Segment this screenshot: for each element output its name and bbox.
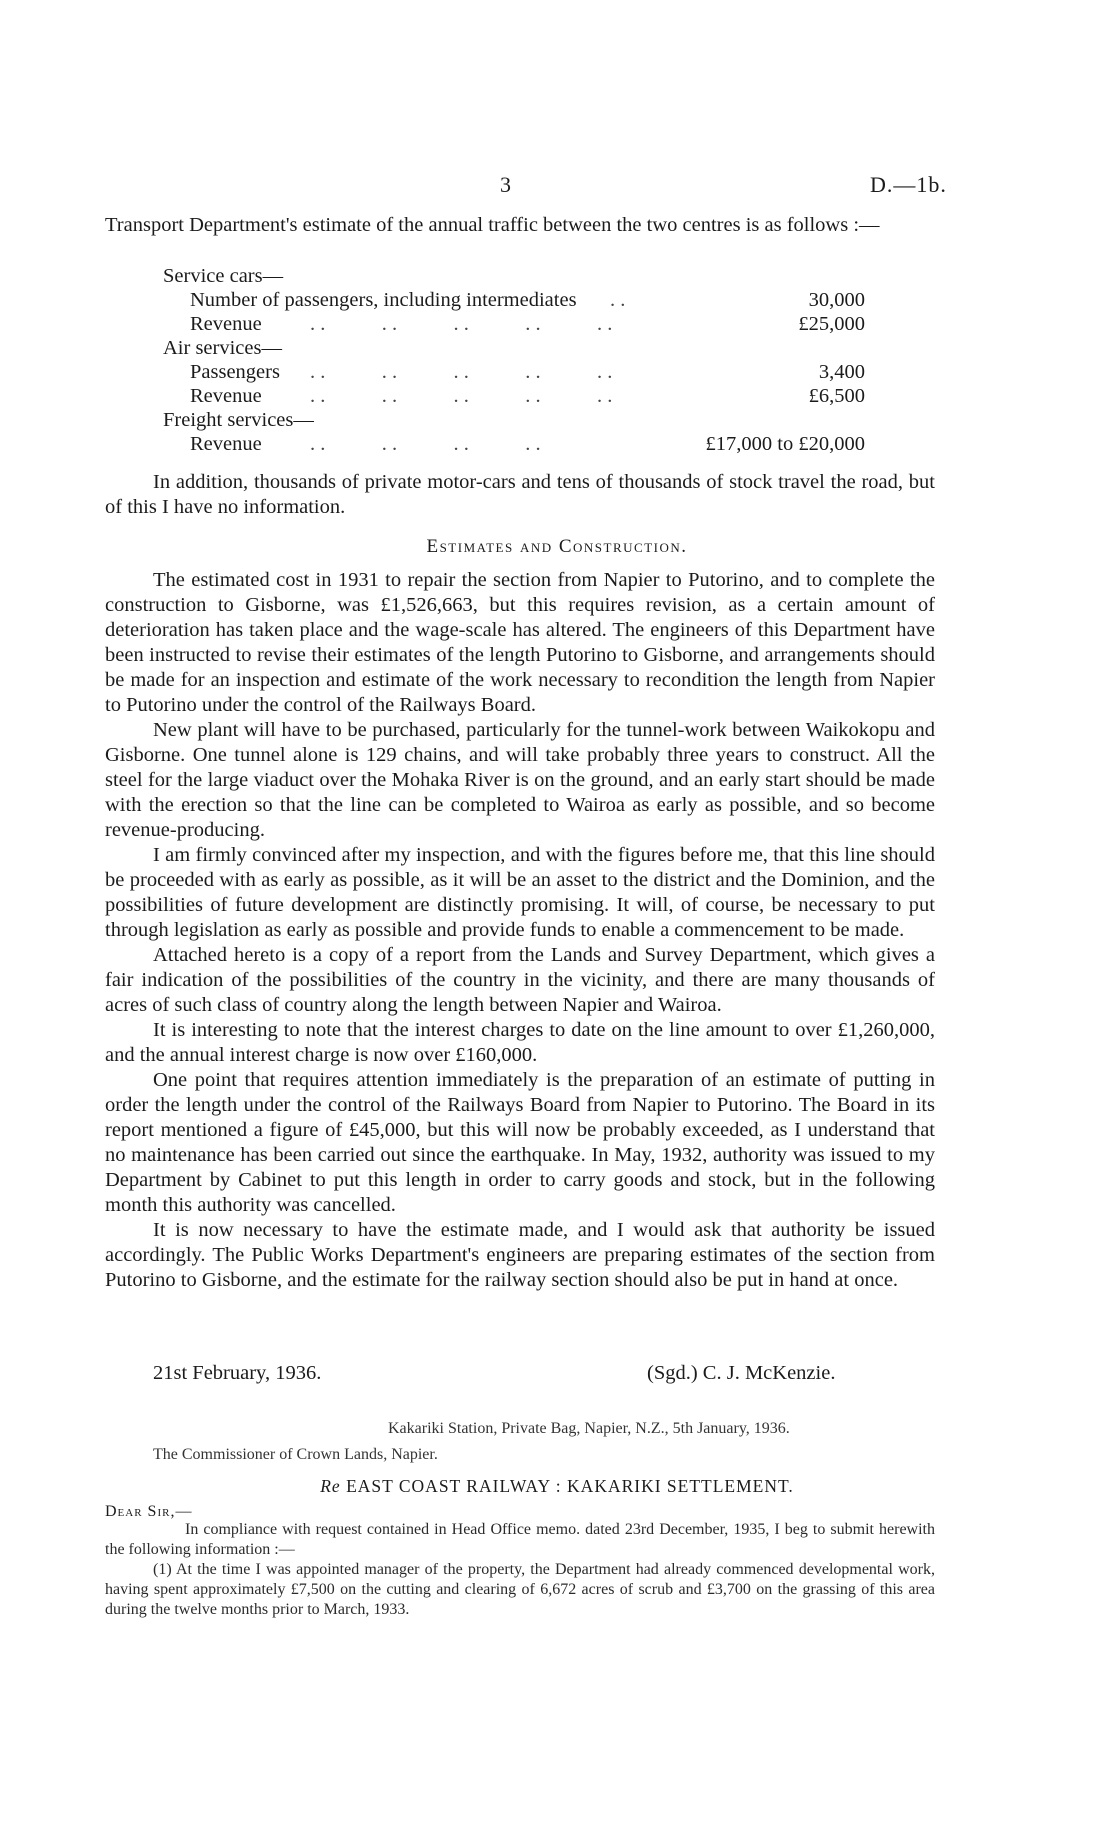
paragraph: It is now necessary to have the estimate made, and I would ask that authority be issued accordingly. The Public Works Department's engineers are preparing estimates of the section from Putorino to Gisborne, and the estimate for the railway section should also be put in hand at once. — [105, 1219, 935, 1291]
traffic-row — [105, 312, 865, 336]
traffic-row — [105, 408, 865, 432]
letter-address: Kakariki Station, Private Bag, Napier, N.Z., 5th January, 1936. — [388, 1420, 790, 1437]
traffic-row — [105, 360, 865, 384]
leader-dots: . . . . . . . . — [310, 433, 541, 455]
leader-dots: . . — [610, 289, 626, 311]
signature-name: (Sgd.) C. J. McKenzie. — [647, 1362, 836, 1384]
traffic-value: £6,500 — [808, 385, 865, 407]
traffic-value: 3,400 — [818, 361, 865, 383]
section-heading-text: Estimates and Construction. — [426, 536, 688, 557]
traffic-category: Freight services— — [163, 409, 314, 431]
letter-subject — [0, 1476, 1114, 1497]
signature-date: 21st February, 1936. — [153, 1362, 322, 1384]
traffic-category: Air services— — [163, 337, 282, 359]
leader-dots: . . . . . . . . . . — [310, 385, 613, 407]
intro-paragraph: Transport Department's estimate of the annual traffic between the two centres is as follows :— — [105, 214, 880, 236]
traffic-row — [105, 288, 865, 312]
paragraph: New plant will have to be purchased, particularly for the tunnel-work between Waikokopu and Gisborne. One tunnel alone is 129 chains, and will take probably three years to construct. All the steel for the large viaduct over the Mohaka River is on the ground, and an early start should be made with the erection so that the line can be completed to Wairoa as early as possible, and so become revenue-producing. — [105, 719, 935, 841]
letter-paragraph: In compliance with request contained in Head Office memo. dated 23rd December, 1935, I beg to submit herewith the following information :— — [105, 1521, 935, 1558]
section-heading — [0, 536, 1114, 558]
letter-subject-title: EAST COAST RAILWAY : KAKARIKI SETTLEMENT. — [346, 1476, 794, 1496]
letter-subject-prefix: Re — [320, 1476, 341, 1496]
paragraph: One point that requires attention immediately is the preparation of an estimate of putting in order the length under the control of the Railways Board from Napier to Putorino. The Board in its report mentioned a figure of £45,000, but this will now be probably exceeded, as I understand that no maintenance has been carried out since the earthquake. In May, 1932, authority was issued to my Department by Cabinet to put this length in order to carry goods and stock, but in the following month this authority was cancelled. — [105, 1069, 935, 1216]
after-table-block — [105, 470, 935, 520]
traffic-label: Revenue — [190, 313, 262, 335]
paragraph: Attached hereto is a copy of a report from the Lands and Survey Department, which gives a fair indication of the possibilities of the country in the vicinity, and there are many thousands of acres of such class of country along the length between Napier and Wairoa. — [105, 944, 935, 1016]
traffic-row — [105, 336, 865, 360]
intro-block — [105, 213, 935, 238]
traffic-value: £25,000 — [798, 313, 865, 335]
paragraph: I am firmly convinced after my inspection, and with the figures before me, that this line should be proceeded with as early as possible, as it will be an asset to the district and the Dominion, and the possibilities of future development are distinctly promising. It will, of course, be necessary to put through legislation as early as possible and provide funds to enable a commencement to be made. — [105, 844, 935, 941]
traffic-row — [105, 432, 865, 456]
traffic-value: 30,000 — [808, 289, 865, 311]
paragraph: In addition, thousands of private motor-cars and tens of thousands of stock travel the road, but of this I have no information. — [105, 471, 935, 518]
traffic-row — [105, 264, 865, 288]
traffic-label: Passengers — [190, 361, 280, 383]
traffic-value: £17,000 to £20,000 — [705, 433, 865, 455]
traffic-label: Revenue — [190, 433, 262, 455]
paragraph: It is interesting to note that the interest charges to date on the line amount to over £1,260,000, and the annual interest charge is now over £160,000. — [105, 1019, 935, 1066]
body-text — [105, 568, 935, 1293]
paragraph: The estimated cost in 1931 to repair the section from Napier to Putorino, and to complete the construction to Gisborne, was £1,526,663, but this requires revision, as a certain amount of deterioration has taken place and the wage-scale has altered. The engineers of this Department have been instructed to revise their estimates of the length Putorino to Gisborne, and arrangements should be made for an inspection and estimate of the work necessary to recondition the length from Napier to Putorino under the control of the Railways Board. — [105, 569, 935, 716]
traffic-category: Service cars— — [163, 265, 284, 287]
leader-dots: . . . . . . . . . . — [310, 313, 613, 335]
leader-dots: . . . . . . . . . . — [310, 361, 613, 383]
signature-row — [105, 1362, 935, 1388]
traffic-label: Revenue — [190, 385, 262, 407]
traffic-table — [105, 264, 865, 456]
traffic-row — [105, 384, 865, 408]
letter-body — [105, 1520, 935, 1620]
document-reference: D.—1b. — [870, 172, 947, 197]
page-number: 3 — [500, 172, 511, 197]
letter-paragraph: (1) At the time I was appointed manager of the property, the Department had already commenced developmental work, having spent approximately £7,500 on the cutting and clearing of 6,672 acres of scrub and £3,700 on the grassing of this area during the twelve months prior to March, 1933. — [105, 1561, 935, 1618]
traffic-label: Number of passengers, including intermediates — [190, 289, 577, 311]
letter-salutation: Dear Sir,— — [105, 1503, 193, 1520]
letter-addressee: The Commissioner of Crown Lands, Napier. — [153, 1446, 438, 1463]
